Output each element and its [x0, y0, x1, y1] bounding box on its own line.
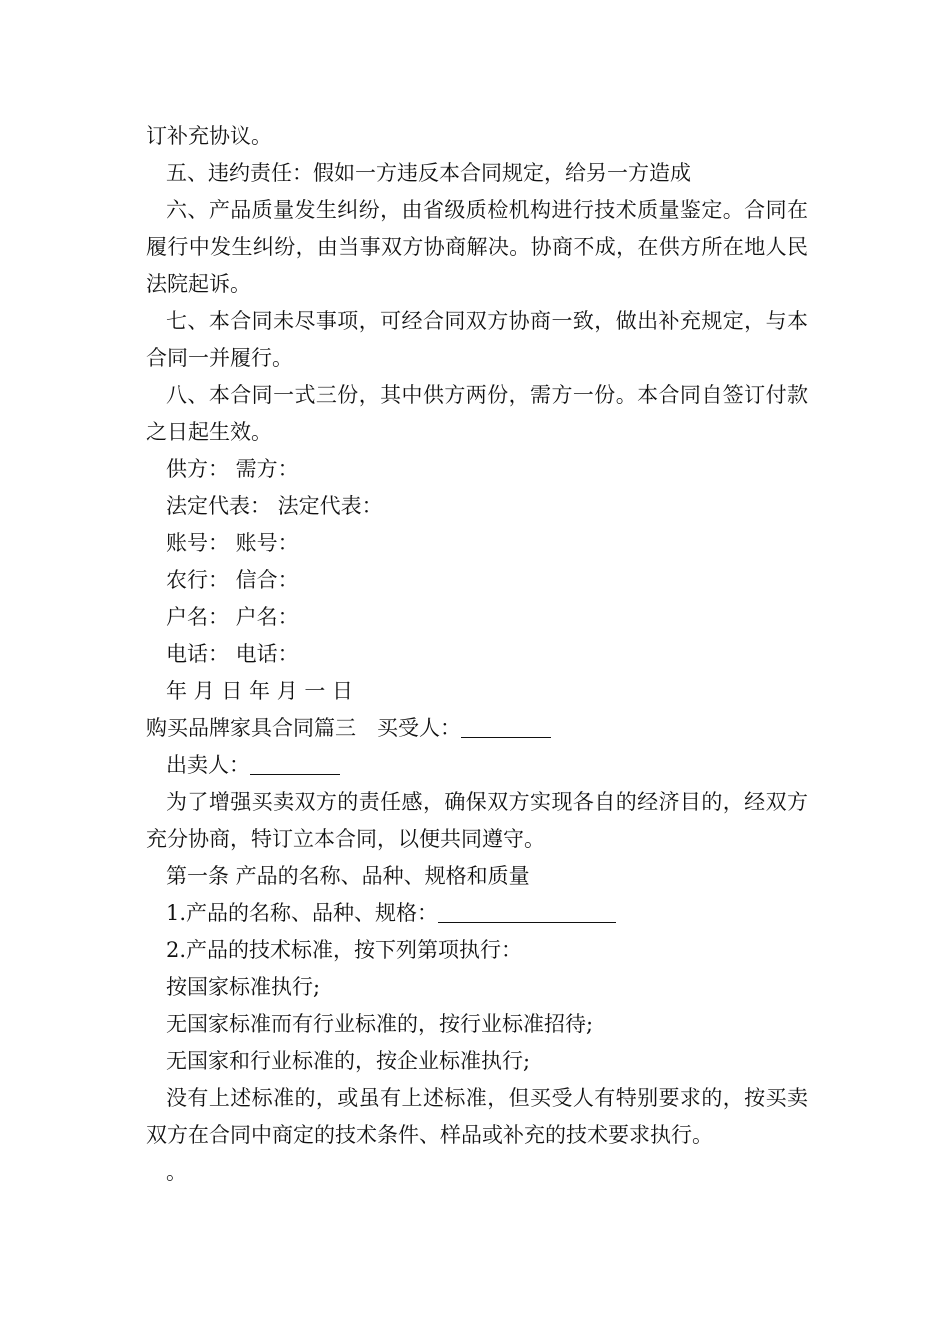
item-technical-standard: 2.产品的技术标准，按下列第项执行：	[166, 938, 523, 962]
document-body	[146, 118, 808, 1191]
signature-account: 账号： 账号：	[166, 531, 299, 555]
product-name-blank	[438, 902, 616, 923]
article-one-heading: 第一条 产品的名称、品种、规格和质量	[166, 864, 530, 888]
standard-special-requirements: 没有上述标准的，或虽有上述标准，但买受人有特别要求的，按买卖双方在合同中商定的技术条件、样品或补充的技术要求执行。	[146, 1086, 808, 1147]
signature-bank: 农行： 信合：	[166, 568, 299, 592]
signature-phone: 电话： 电话：	[166, 642, 299, 666]
paragraph-unresolved-matters: 七、本合同未尽事项，可经合同双方协商一致，做出补充规定，与本合同一并履行。	[146, 309, 808, 370]
paragraph-breach-liability: 五、违约责任：假如一方违反本合同规定，给另一方造成	[166, 161, 691, 185]
contract-three-buyer-line	[146, 710, 808, 747]
item-product-name-label: 1.产品的名称、品种、规格：	[166, 901, 439, 925]
signature-account-name: 户名： 户名：	[166, 605, 299, 629]
seller-blank	[250, 754, 340, 775]
item-product-name-line	[146, 895, 808, 932]
standard-enterprise: 无国家和行业标准的，按企业标准执行;	[166, 1049, 531, 1073]
paragraph-copies-effective: 八、本合同一式三份，其中供方两份，需方一份。本合同自签订付款之日起生效。	[146, 383, 808, 444]
paragraph-purpose: 为了增强买卖双方的责任感，确保双方实现各自的经济目的，经双方充分协商，特订立本合同，以便共同遵守。	[146, 790, 808, 851]
paragraph-supplement-end: 订补充协议。	[146, 124, 272, 148]
seller-label: 出卖人：	[166, 753, 250, 777]
paragraph-quality-dispute: 六、产品质量发生纠纷，由省级质检机构进行技术质量鉴定。合同在履行中发生纠纷，由当事双方协商解决。协商不成，在供方所在地人民法院起诉。	[146, 198, 808, 296]
standard-national: 按国家标准执行;	[166, 975, 321, 999]
buyer-blank	[461, 717, 551, 738]
standard-industry: 无国家标准而有行业标准的，按行业标准招待;	[166, 1012, 594, 1036]
contract-three-title-buyer-label: 购买品牌家具合同篇三 买受人：	[146, 716, 461, 740]
signature-legal-representative: 法定代表： 法定代表：	[166, 494, 383, 518]
seller-line	[146, 747, 808, 784]
signature-date: 年 月 日 年 月 一 日	[166, 679, 354, 703]
signature-parties: 供方： 需方：	[166, 457, 299, 481]
trailing-punctuation: 。	[166, 1160, 187, 1184]
